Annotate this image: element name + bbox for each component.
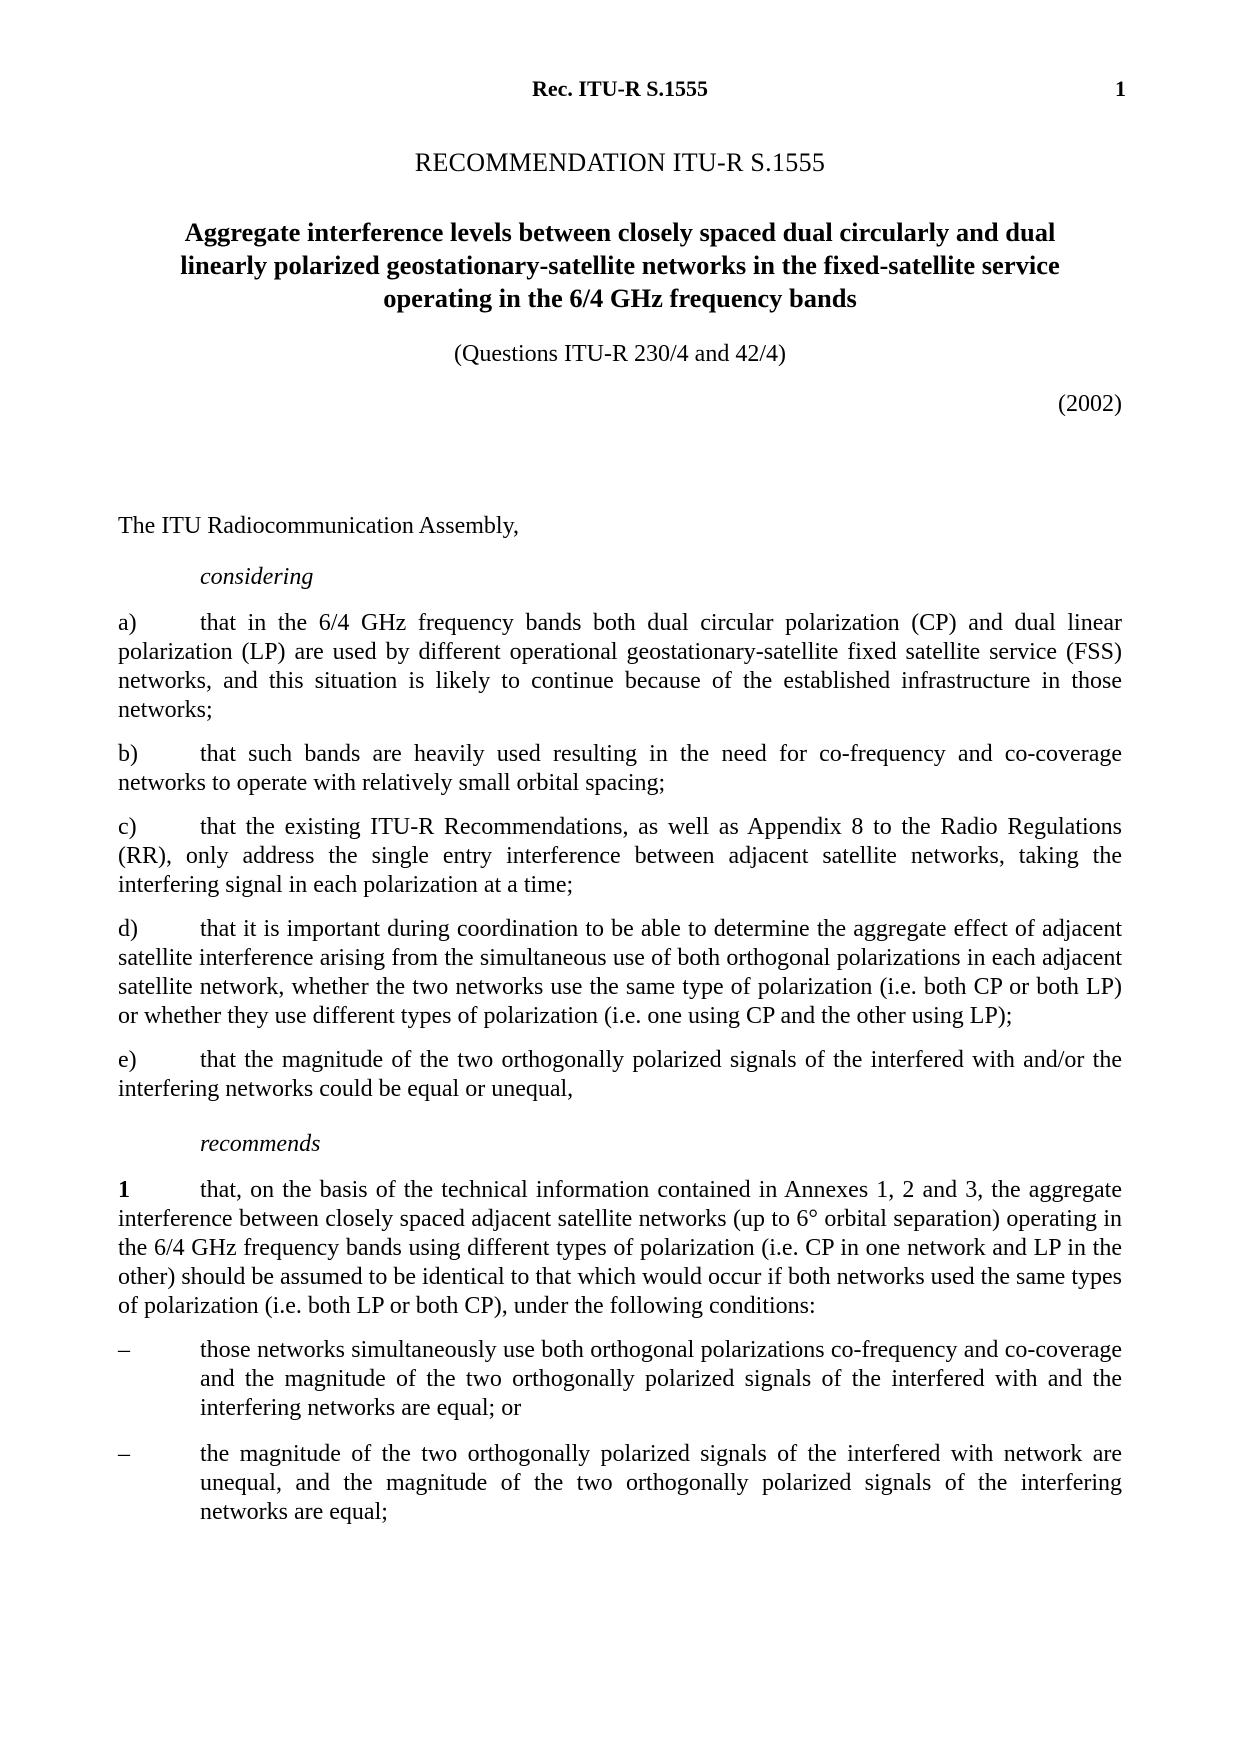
- condition-item: [118, 1336, 1122, 1423]
- assembly-line: The ITU Radiocommunication Assembly,: [118, 513, 520, 539]
- clause-text: that the existing ITU-R Recommendations, as well as Appendix 8 to the Radio Regulations (RR), only address the single entry interference between adjacent satellite networks, taking the interfering signal in each polarization at a time;: [118, 814, 1122, 898]
- document-body: [118, 512, 1122, 1544]
- considering-clause-a: [118, 609, 1122, 725]
- recommends-number: 1: [118, 1177, 130, 1203]
- clause-text: that it is important during coordination to be able to determine the aggregate effect of adjacent satellite interference arising from the simultaneous use of both orthogonal polarizations in each adjacent satellite network, whether the two networks use the same type of polarization (i.e. both CP or both LP) or whether they use different types of polarization (i.e. one using CP and the other using LP);: [118, 916, 1122, 1029]
- dash-bullet: –: [118, 1337, 130, 1363]
- condition-text: those networks simultaneously use both orthogonal polarizations co-frequency and co-coverage and the magnitude of the two orthogonally polarized signals of the interfered with and the interfering networks are equal; or: [200, 1337, 1122, 1421]
- clause-label: b): [118, 741, 138, 767]
- considering-heading: considering: [200, 564, 314, 590]
- conditions-list: [118, 1336, 1122, 1527]
- considering-clause-d: [118, 915, 1122, 1031]
- clause-text: that such bands are heavily used resulting in the need for co-frequency and co-coverage networks to operate with relatively small orbital spacing;: [118, 741, 1122, 796]
- recommends-item-1: [118, 1176, 1122, 1321]
- page-number: 1: [1115, 76, 1126, 101]
- clause-text: that the magnitude of the two orthogonally polarized signals of the interfered with and/or the interfering networks could be equal or unequal,: [118, 1047, 1122, 1102]
- clause-label: e): [118, 1047, 137, 1073]
- recommends-text: that, on the basis of the technical information contained in Annexes 1, 2 and 3, the aggregate interference between closely spaced adjacent satellite networks (up to 6° orbital separation) operating in the 6/4 GHz frequency bands using different types of polarization (i.e. CP in one network and LP in the other) should be assumed to be identical to that which would occur if both networks used the same types of polarization (i.e. both LP or both CP), under the following conditions:: [118, 1177, 1122, 1319]
- approval-year: (2002): [1058, 391, 1122, 417]
- document-title: Aggregate interference levels between closely spaced dual circularly and dual linearly polarized geostationary-satellite networks in the fixed-satellite service operating in the 6/4 GHz frequency bands: [180, 217, 1060, 313]
- considering-clause-c: [118, 813, 1122, 900]
- header-reference: Rec. ITU-R S.1555: [532, 76, 708, 101]
- recommends-heading: recommends: [200, 1131, 321, 1157]
- considering-clause-b: [118, 740, 1122, 798]
- clause-label: c): [118, 814, 137, 840]
- clause-label: d): [118, 916, 138, 942]
- recommendation-title: RECOMMENDATION ITU-R S.1555: [414, 148, 826, 177]
- considering-clause-e: [118, 1046, 1122, 1104]
- condition-item: [118, 1440, 1122, 1527]
- condition-text: the magnitude of the two orthogonally polarized signals of the interfered with network are unequal, and the magnitude of the two orthogonally polarized signals of the interfering networks are equal;: [200, 1441, 1122, 1525]
- questions-reference: (Questions ITU-R 230/4 and 42/4): [454, 341, 786, 367]
- clause-label: a): [118, 610, 137, 636]
- clause-text: that in the 6/4 GHz frequency bands both dual circular polarization (CP) and dual linear polarization (LP) are used by different operational geostationary-satellite fixed satellite service (FSS) networks, and this situation is likely to continue because of the established infrastructure in those networks;: [118, 610, 1122, 723]
- dash-bullet: –: [118, 1441, 130, 1467]
